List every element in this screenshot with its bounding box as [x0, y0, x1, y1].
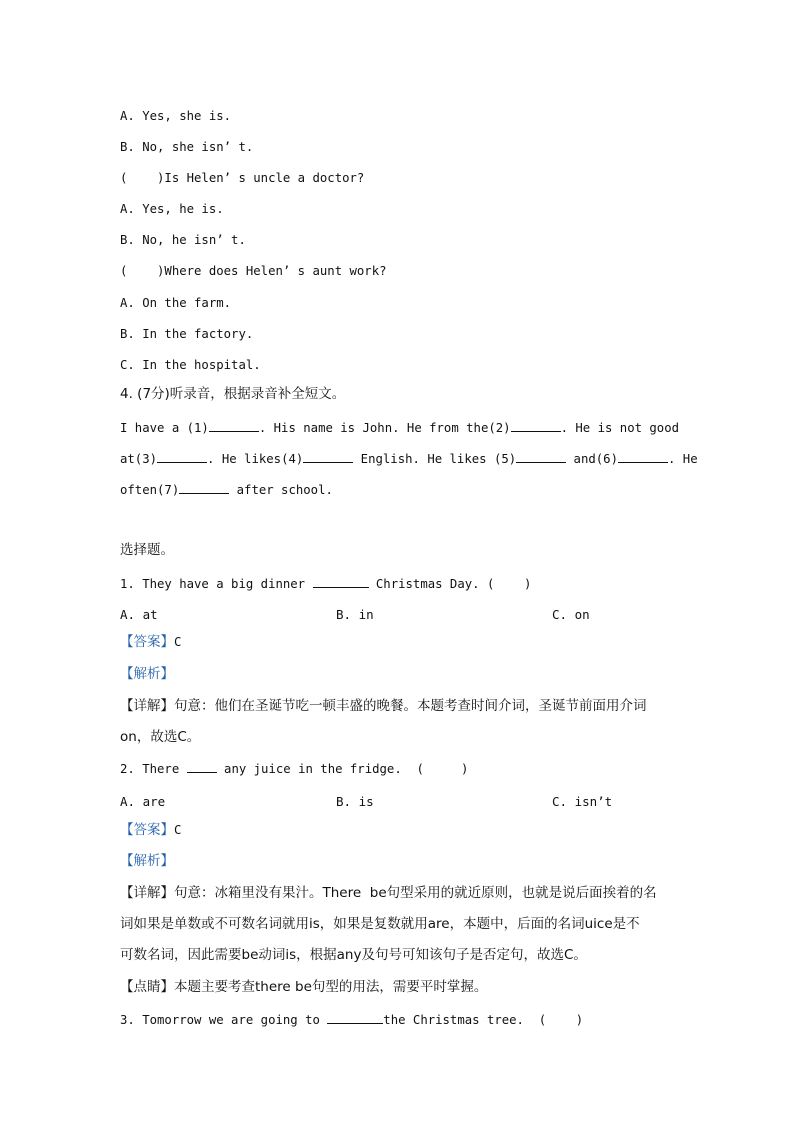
q2-analysis-tag: 【解析】	[120, 853, 174, 869]
option-a-text: A. On the farm.	[120, 296, 232, 310]
q1-detail-line-2: on，故选C。	[120, 729, 201, 745]
passage-text: at(3)	[120, 452, 158, 466]
option-b-text: B. No, she isn’ t.	[120, 140, 254, 154]
q2-option-c: C. isn’t	[552, 794, 613, 809]
blank-line	[511, 419, 561, 432]
stem-text: Christmas Day. ( )	[368, 577, 532, 591]
option-a-text: A. Yes, he is.	[120, 202, 224, 216]
answer-value: C	[174, 823, 182, 837]
passage-text: I have a (1)	[120, 421, 209, 435]
blank-line	[303, 450, 353, 463]
option-a-text: A. Yes, she is.	[120, 109, 232, 123]
blank-line	[179, 481, 229, 494]
answer-tag: 【答案】	[120, 822, 174, 838]
stem-text: 3. Tomorrow we are going to	[120, 1013, 320, 1027]
passage-text: . He is not good	[560, 421, 680, 435]
blank-line	[187, 760, 217, 773]
note-tag: 【点睛】	[120, 979, 174, 995]
answer-value: C	[174, 635, 182, 649]
q1-option-b: B. in	[336, 607, 374, 622]
q2-detail-line-3: 可数名词，因此需要be动词is，根据any及句号可知该句子是否定句，故选C。	[120, 947, 587, 963]
detail-tag: 【详解】	[120, 885, 174, 901]
stem-text: any juice in the fridge. ( )	[216, 762, 469, 776]
option-b-text: B. No, he isn’ t.	[120, 233, 246, 247]
question-1-stem	[120, 575, 531, 593]
blank-line	[516, 450, 566, 463]
q2-detail-line-2: 词如果是单数或不可数名词就用is，如果是复数就用are，本题中，后面的名词uice是不	[120, 916, 640, 932]
passage-text: often(7)	[120, 483, 180, 497]
detail-tag: 【详解】	[120, 698, 174, 714]
passage-line-1	[120, 419, 679, 437]
note-text: 本题主要考查there be句型的用法，需要平时掌握。	[174, 979, 488, 995]
passage-text: . His name is John. He from the(2)	[258, 421, 511, 435]
q2-option-a: A. are	[120, 794, 166, 809]
detail-text: 句意：冰箱里没有果汁。There be句型采用的就近原则，也就是说后面挨着的名	[174, 885, 657, 901]
answer-tag: 【答案】	[120, 634, 174, 650]
blank-line	[313, 575, 369, 588]
blank-line	[209, 419, 259, 432]
stem-text: 1. They have a big dinner	[120, 577, 306, 591]
stem-text: 2. There	[120, 762, 180, 776]
q1-detail-line-1	[120, 697, 647, 715]
q2-answer	[120, 821, 181, 839]
question-3-stem	[120, 1011, 583, 1029]
section-4-title: 4. (7分)听录音，根据录音补全短文。	[120, 386, 346, 402]
passage-text: English. He likes (5)	[353, 452, 517, 466]
q1-option-a: A. at	[120, 607, 158, 622]
passage-text: after school.	[229, 483, 333, 497]
question-uncle-doctor: ( )Is Helen’ s uncle a doctor?	[120, 171, 365, 185]
passage-text: . He likes(4)	[207, 452, 304, 466]
q2-detail-line-1	[120, 884, 657, 902]
stem-text: the Christmas tree. ( )	[383, 1013, 584, 1027]
option-b-text: B. In the factory.	[120, 327, 254, 341]
choice-heading: 选择题。	[120, 542, 174, 558]
question-2-stem	[120, 760, 468, 778]
question-aunt-work: ( )Where does Helen’ s aunt work?	[120, 264, 387, 278]
q1-analysis-tag: 【解析】	[120, 666, 174, 682]
passage-text: . He	[667, 452, 698, 466]
blank-line	[327, 1011, 383, 1024]
passage-line-2	[120, 450, 698, 468]
q1-answer	[120, 633, 181, 651]
passage-line-3	[120, 481, 333, 499]
detail-text: 句意：他们在圣诞节吃一顿丰盛的晚餐。本题考查时间介词，圣诞节前面用介词	[174, 698, 647, 714]
blank-line	[618, 450, 668, 463]
option-c-text: C. In the hospital.	[120, 358, 261, 372]
passage-text: and(6)	[566, 452, 618, 466]
q2-option-b: B. is	[336, 794, 374, 809]
q2-note	[120, 978, 487, 996]
q1-option-c: C. on	[552, 607, 590, 622]
blank-line	[157, 450, 207, 463]
